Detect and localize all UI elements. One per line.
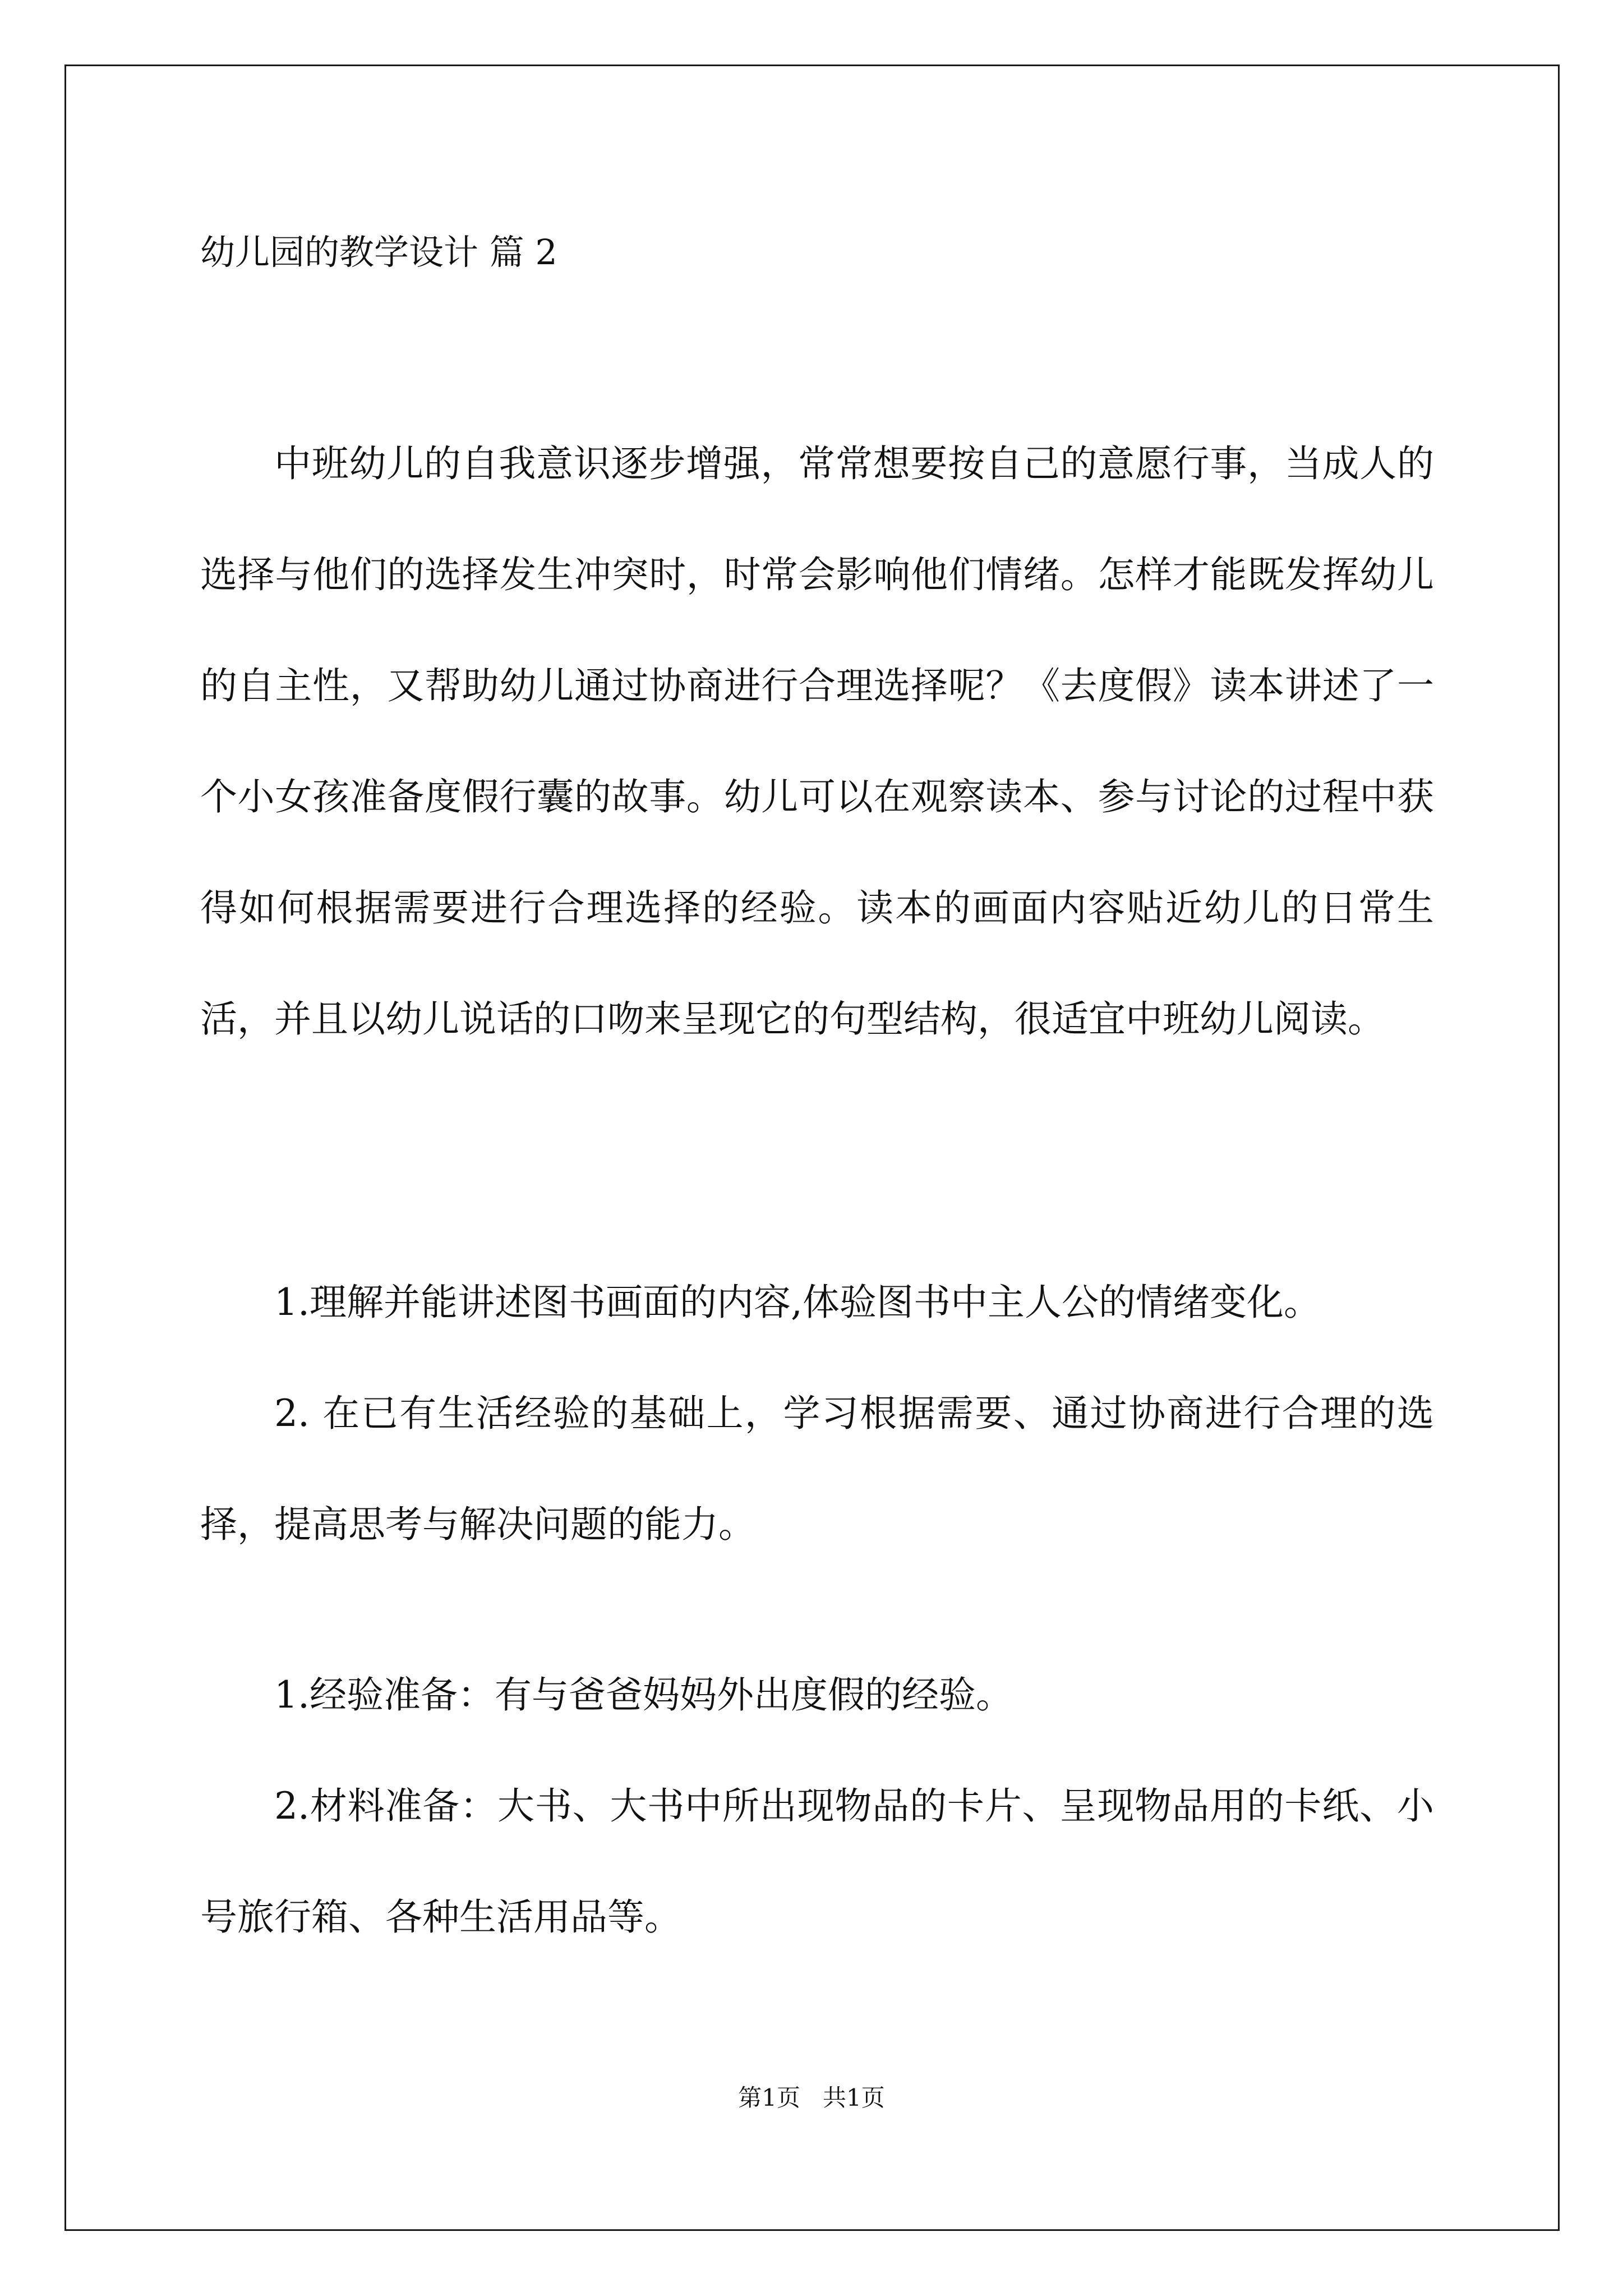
intro-paragraph: 中班幼儿的自我意识逐步增强，常常想要按自己的意愿行事，当成人的选择与他们的选择发生冲突时，时常会影响他们情绪。怎样才能既发挥幼儿的自主性，又帮助幼儿通过协商进行合理选择呢？《去度假》读本讲述了一个小女孩准备度假行囊的故事。幼儿可以在观察读本、参与讨论的过程中获得如何根据需要进行合理选择的经验。读本的画面内容贴近幼儿的日常生活，并且以幼儿说话的口吻来呈现它的句型结构，很适宜中班幼儿阅读。 (200, 442, 1434, 1041)
goal-item-2: 2. 在已有生活经验的基础上，学习根据需要、通过协商进行合理的选择，提高思考与解决问题的能力。 (200, 1392, 1434, 1546)
preparation-item-2: 2.材料准备：大书、大书中所出现物品的卡片、呈现物品用的卡纸、小号旅行箱、各种生活用品等。 (200, 1784, 1434, 1939)
page-footer: 第1页 共1页 (738, 2084, 885, 2111)
document-title: 幼儿园的教学设计 篇 2 (200, 232, 557, 273)
preparation-item-1: 1.经验准备：有与爸爸妈妈外出度假的经验。 (274, 1673, 1013, 1717)
goal-item-1: 1.理解并能讲述图书画面的内容,体验图书中主人公的情绪变化。 (274, 1281, 1321, 1324)
